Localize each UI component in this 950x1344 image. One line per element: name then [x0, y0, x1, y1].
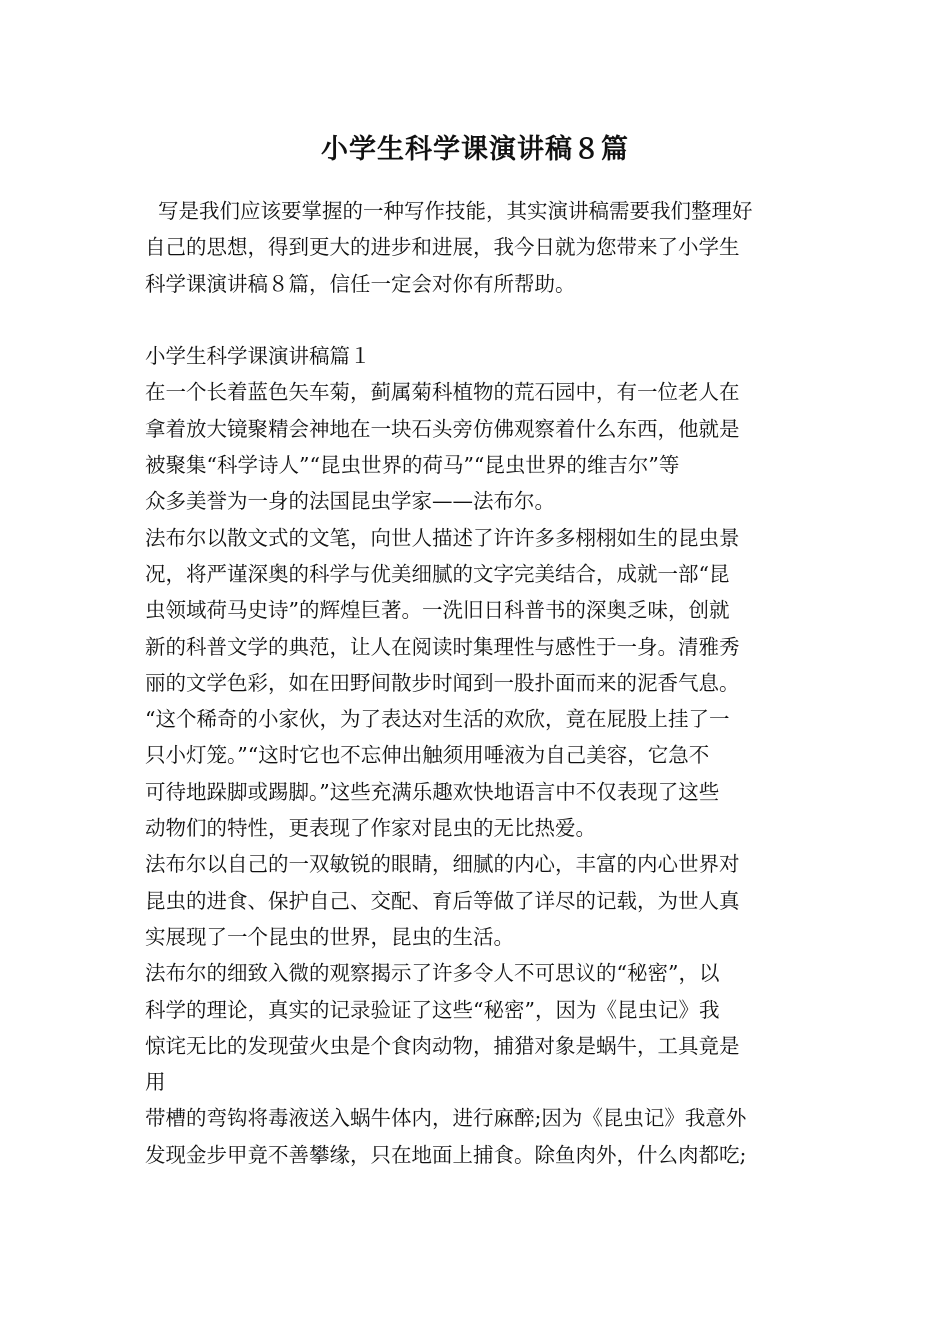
body-line: 实展现了一个昆虫的世界，昆虫的生活。 — [145, 924, 514, 949]
body-line: 科学的理论，真实的记录验证了这些“秘密”，因为《昆虫记》我 — [145, 997, 720, 1022]
body-line: 惊诧无比的发现萤火虫是个食肉动物，捕猎对象是蜗牛，工具竟是 — [145, 1033, 740, 1058]
body-line: 被聚集“科学诗人”“昆虫世界的荷马”“昆虫世界的维吉尔”等 — [145, 453, 680, 478]
body-line: 发现金步甲竟不善攀缘，只在地面上捕食。除鱼肉外，什么肉都吃; — [145, 1142, 747, 1167]
body-line: 动物们的特性，更表现了作家对昆虫的无比热爱。 — [145, 816, 596, 841]
body-line: 用 — [145, 1070, 166, 1095]
document-title: 小学生科学课演讲稿８篇 — [321, 134, 629, 165]
intro-line-2: 自己的思想，得到更大的进步和进展，我今日就为您带来了小学生 — [145, 235, 740, 260]
body-line: 只小灯笼。”“这时它也不忘伸出触须用唾液为自己美容，它急不 — [145, 743, 710, 768]
body-line: 可待地跺脚或踢脚。”这些充满乐趣欢快地语言中不仅表现了这些 — [145, 779, 720, 804]
document-body — [145, 193, 807, 1173]
section-heading: 小学生科学课演讲稿篇１ — [145, 344, 371, 369]
body-line: 带槽的弯钩将毒液送入蜗牛体内，进行麻醉;因为《昆虫记》我意外 — [145, 1106, 747, 1131]
body-line: 丽的文学色彩，如在田野间散步时闻到一股扑面而来的泥香气息。 — [145, 670, 740, 695]
intro-line-3: 科学课演讲稿８篇，信任一定会对你有所帮助。 — [145, 271, 576, 296]
body-line: 众多美誉为一身的法国昆虫学家——法布尔。 — [145, 489, 555, 514]
body-line: 法布尔以自己的一双敏锐的眼睛，细腻的内心，丰富的内心世界对 — [145, 852, 740, 877]
body-line: 法布尔的细致入微的观察揭示了许多令人不可思议的“秘密”，以 — [145, 961, 720, 986]
intro-line-1: 写是我们应该要掌握的一种写作技能，其实演讲稿需要我们整理好 — [145, 199, 753, 223]
body-line: 虫领域荷马史诗”的辉煌巨著。一洗旧日科普书的深奥乏味，创就 — [145, 598, 730, 623]
body-line: 昆虫的进食、保护自己、交配、育后等做了详尽的记载，为世人真 — [145, 888, 740, 913]
paragraph-gap — [145, 302, 807, 338]
body-line: 在一个长着蓝色矢车菊，蓟属菊科植物的荒石园中，有一位老人在 — [145, 380, 740, 405]
body-line: 新的科普文学的典范，让人在阅读时集理性与感性于一身。清雅秀 — [145, 634, 740, 659]
body-line: 况，将严谨深奥的科学与优美细腻的文字完美结合，成就一部“昆 — [145, 561, 730, 586]
body-line: 法布尔以散文式的文笔，向世人描述了许许多多栩栩如生的昆虫景 — [145, 525, 740, 550]
body-line: 拿着放大镜聚精会神地在一块石头旁仿佛观察着什么东西，他就是 — [145, 416, 740, 441]
body-line: “这个稀奇的小家伙，为了表达对生活的欢欣，竟在屁股上挂了一 — [145, 707, 730, 732]
